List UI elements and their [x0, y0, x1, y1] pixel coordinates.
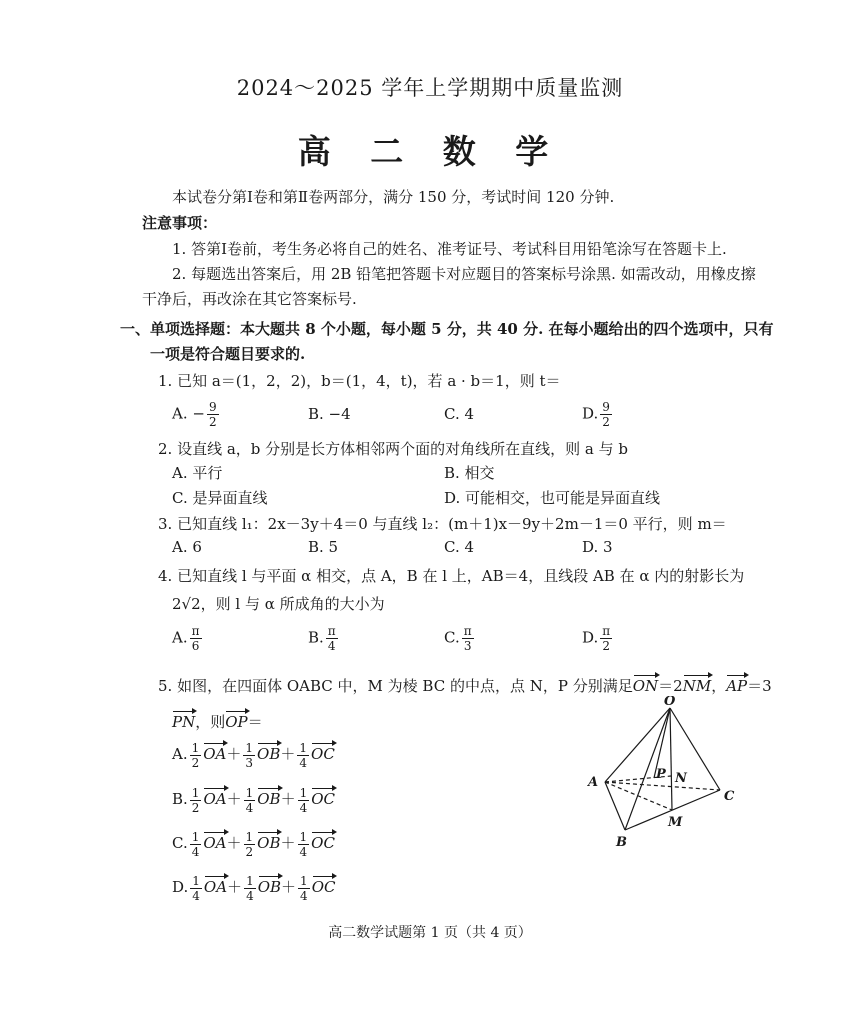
q4-a-fraction: $\frac{\pi}{6}$	[191, 624, 200, 653]
q4-option-a	[172, 624, 204, 653]
vector-oa: OA	[204, 873, 227, 896]
q5-option-c: C. $\frac{1}{4}$ OA＋ $\frac{1}{2}$ OB＋ $\frac{1}{4}$ OC	[172, 829, 335, 859]
note-2-line-2: 干净后，再改涂在其它答案标号.	[142, 290, 357, 308]
label-m: M	[668, 815, 683, 830]
q1-option-c: C. 4	[444, 405, 475, 423]
q4-stem-line-2	[172, 593, 385, 614]
vector-oa: OA	[203, 785, 226, 808]
q5-stem-line-1	[158, 672, 772, 696]
q2-stem: 2. 设直线 a，b 分别是长方体相邻两个面的对角线所在直线，则 a 与 b	[158, 440, 629, 458]
q3-option-d: D. 3	[582, 538, 613, 556]
vector-pn: PN	[172, 708, 195, 731]
q2-option-d: D. 可能相交，也可能是异面直线	[444, 489, 661, 507]
q2-option-c: C. 是异面直线	[172, 489, 268, 507]
vector-on: ON	[633, 672, 658, 695]
q5-d-label: D.	[172, 878, 189, 896]
q1-option-a	[172, 400, 221, 429]
edge-ac-hidden	[605, 782, 720, 790]
vector-nm: NM	[683, 672, 711, 695]
label-n: N	[675, 771, 687, 786]
q1-d-label: D.	[582, 404, 599, 423]
q5-eq-2: ＝3	[747, 677, 772, 695]
q4-b-fraction: $\frac{\pi}{4}$	[327, 624, 336, 653]
note-1: 1. 答第Ⅰ卷前，考生务必将自己的姓名、准考证号、考试科目用铅笔涂写在答题卡上.	[172, 240, 727, 258]
q5-then: ，则	[195, 713, 226, 731]
edge-ab	[605, 782, 625, 830]
subject-title: 高 二 数 学	[297, 132, 563, 171]
q4-projection-length: 2√2	[172, 595, 201, 613]
label-c: C	[724, 789, 735, 804]
q5-stem-text: 5. 如图，在四面体 OABC 中，M 为棱 BC 的中点，点 N，P 分别满足	[158, 677, 633, 695]
q4-a-label: A.	[172, 628, 188, 647]
q5-stem-line-2	[172, 708, 263, 732]
q4-option-b	[308, 624, 340, 653]
tetrahedron-figure	[580, 696, 750, 856]
q2-option-a: A. 平行	[172, 464, 223, 482]
vector-ob: OB	[257, 785, 280, 808]
q3-option-c: C. 4	[444, 538, 475, 556]
label-p: P	[656, 767, 666, 782]
vector-op: OP	[225, 708, 247, 731]
q1-a-label: A.	[172, 404, 188, 423]
q4-d-fraction: $\frac{\pi}{2}$	[602, 624, 611, 653]
q3-option-b: B. 5	[308, 538, 339, 556]
vector-oa: OA	[203, 740, 226, 763]
q1-stem: 1. 已知 a＝(1，2，2)，b＝(1，4，t)，若 a · b＝1，则 t＝	[158, 372, 561, 390]
q3-stem: 3. 已知直线 l₁：2x－3y＋4＝0 与直线 l₂：(m＋1)x－9y＋2m－1＝0 平行，则 m＝	[158, 515, 727, 533]
label-a: A	[588, 775, 599, 790]
q1-d-fraction: $\frac{9}{2}$	[602, 400, 610, 429]
q1-option-b: B. −4	[308, 405, 351, 423]
label-o: O	[664, 696, 676, 709]
q4-stem-line-1: 4. 已知直线 l 与平面 α 相交，点 A，B 在 l 上，AB＝4，且线段 AB 在 α 内的射影长为	[158, 567, 745, 585]
q5-option-b: B. $\frac{1}{2}$ OA＋ $\frac{1}{4}$ OB＋ $\frac{1}{4}$ OC	[172, 785, 335, 815]
vector-oc: OC	[311, 829, 335, 852]
q5-comma: ，	[711, 677, 727, 695]
q3-option-a: A. 6	[172, 538, 202, 556]
q5-option-d: D. $\frac{1}{4}$ OA＋ $\frac{1}{4}$ OB＋ $\frac{1}{4}$ OC	[172, 873, 336, 903]
intro-text: 本试卷分第Ⅰ卷和第Ⅱ卷两部分，满分 150 分，考试时间 120 分钟.	[172, 188, 615, 206]
section-1-heading-line-2: 一项是符合题目要求的.	[150, 345, 306, 363]
vector-ob: OB	[258, 873, 281, 896]
q4-c-label: C.	[444, 628, 460, 647]
q1-a-sign: −	[192, 404, 205, 423]
exam-title: 2024～2025 学年上学期期中质量监测	[236, 76, 624, 100]
q5-eq-1: ＝2	[658, 677, 683, 695]
vector-oc: OC	[311, 785, 335, 808]
q4-stem-question: ，则 l 与 α 所成角的大小为	[200, 595, 385, 613]
label-b: B	[616, 835, 627, 850]
note-2-line-1: 2. 每题选出答案后，用 2B 铅笔把答题卡对应题目的答案标号涂黑. 如需改动，用橡皮擦	[172, 265, 756, 283]
q1-option-d	[582, 400, 614, 429]
notice-label: 注意事项：	[142, 214, 218, 232]
q5-b-label: B.	[172, 790, 188, 808]
q1-a-fraction: $\frac{9}{2}$	[208, 400, 217, 429]
vector-ob: OB	[257, 740, 280, 763]
q4-option-c	[444, 624, 476, 653]
q5-a-label: A.	[172, 745, 188, 763]
vector-oa: OA	[203, 829, 226, 852]
vector-ob: OB	[257, 829, 280, 852]
vector-oc: OC	[312, 873, 336, 896]
q4-d-label: D.	[582, 628, 599, 647]
segment-om	[670, 708, 672, 810]
q4-b-label: B.	[308, 628, 324, 647]
vector-oc: OC	[311, 740, 335, 763]
vector-ap: AP	[726, 672, 747, 695]
q2-option-b: B. 相交	[444, 464, 495, 482]
q5-c-label: C.	[172, 834, 188, 852]
q4-c-fraction: $\frac{\pi}{3}$	[463, 624, 472, 653]
q5-option-a: A. $\frac{1}{2}$ OA＋ $\frac{1}{3}$ OB＋ $\frac{1}{4}$ OC	[172, 740, 335, 770]
q5-eq-3: ＝	[247, 713, 263, 731]
q4-option-d	[582, 624, 614, 653]
section-1-heading-line-1: 一、单项选择题：本大题共 8 个小题，每小题 5 分，共 40 分. 在每小题给出的四个选项中，只有	[120, 320, 774, 338]
page-footer: 高二数学试题第 1 页（共 4 页）	[328, 925, 532, 941]
